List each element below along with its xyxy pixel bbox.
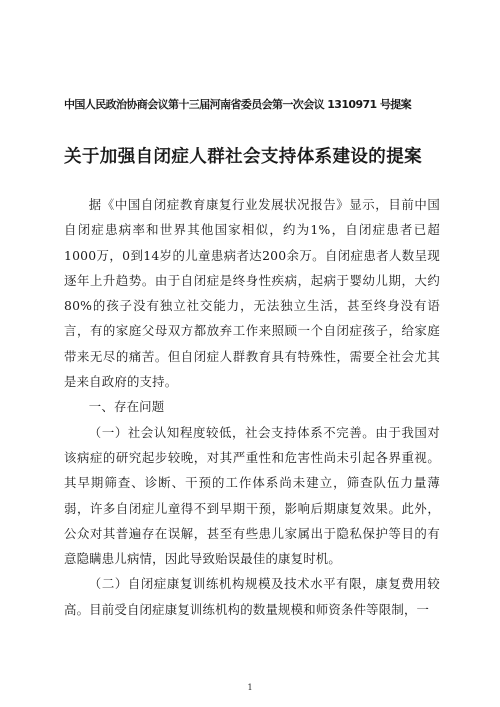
document-body	[64, 192, 440, 622]
intro-paragraph: 据《中国自闭症教育康复行业发展状况报告》显示，目前中国自闭症患病率和世界其他国家相似，约为1%，自闭症患者已超1000万，0到14岁的儿童患病者达200余万。自闭症患者人数呈现逐年上升趋势。由于自闭症是终身性疾病，起病于婴幼儿期，大约80%的孩子没有独立社交能力，无法独立生活，甚至终身没有语言，有的家庭父母双方都放弃工作来照顾一个自闭症孩子，给家庭带来无尽的痛苦。但自闭症人群教育具有特殊性，需要全社会尤其是来自政府的支持。	[64, 197, 440, 390]
page-number: 1	[247, 683, 253, 692]
subsection-paragraph-1: （一）社会认知程度较低，社会支持体系不完善。由于我国对该病症的研究起步较晚，对其严重性和危害性尚未引起各界重视。其早期筛查、诊断、干预的工作体系尚未建立，筛查队伍力量薄弱，许多自闭症儿童得不到早期干预，影响后期康复效果。此外，公众对其普遍存在误解，甚至有些患儿家属出于隐私保护等目的有意隐瞒患儿病情，因此导致贻误最佳的康复时机。	[64, 424, 440, 567]
document-title: 关于加强自闭症人群社会支持体系建设的提案	[64, 147, 422, 167]
section-heading-problems: 一、存在问题	[88, 399, 165, 415]
subsection-paragraph-2: （二）自闭症康复训练机构规模及技术水平有限，康复费用较高。目前受自闭症康复训练机构的数量规模和师资条件等限制，一	[64, 576, 440, 617]
proposal-header: 中国人民政治协商会议第十三届河南省委员会第一次会议 1310971 号提案	[64, 98, 412, 111]
